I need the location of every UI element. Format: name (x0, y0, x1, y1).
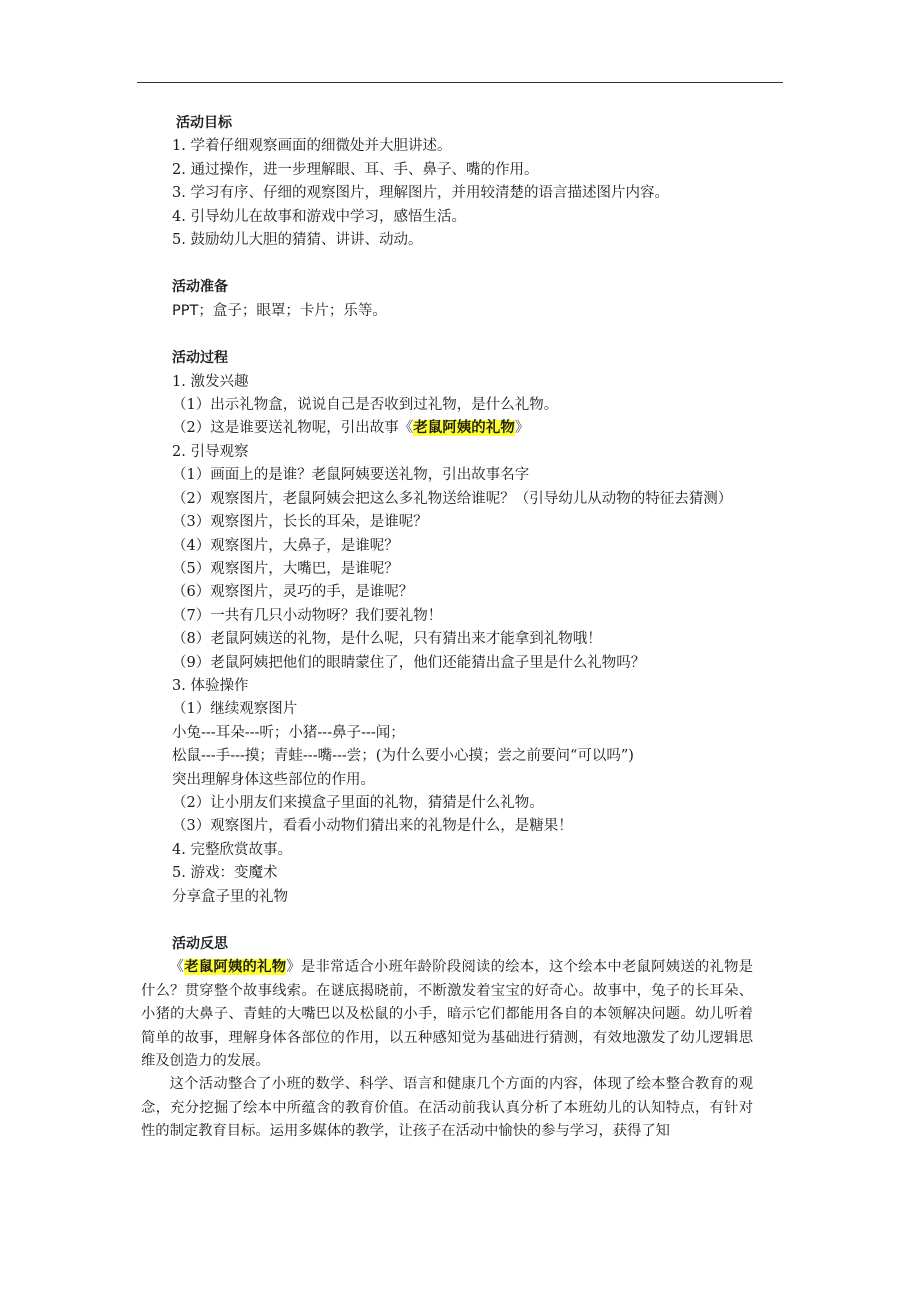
step-item: （2）让小朋友们来摸盒子里面的礼物，猜猜是什么礼物。 (172, 794, 544, 811)
step-item: （2）这是谁要送礼物呢，引出故事《老鼠阿姨的礼物》 (172, 420, 530, 437)
step-item: （9）老鼠阿姨把他们的眼睛蒙住了，他们还能猜出盒子里是什么礼物吗？ (172, 654, 646, 671)
step-title: 4. 完整欣赏故事。 (172, 841, 292, 858)
prep-text: PPT；盒子；眼罩；卡片；乐等。 (172, 302, 387, 319)
book-title-highlight: 老鼠阿姨的礼物 (184, 959, 287, 976)
reflection-heading: 活动反思 (172, 936, 228, 952)
step-item: 小兔---耳朵---听；小猪---鼻子---闻； (172, 724, 405, 741)
process-heading: 活动过程 (172, 350, 228, 367)
prep-heading: 活动准备 (172, 279, 228, 296)
step-item: （1）继续观察图片 (172, 701, 298, 718)
step-title: 3. 体验操作 (172, 677, 249, 694)
step-item: （7）一共有几只小动物呀？我们要礼物！ (172, 607, 443, 624)
step-item: （1）画面上的是谁？老鼠阿姨要送礼物，引出故事名字 (172, 467, 530, 484)
step-item: （4）观察图片，大鼻子，是谁呢？ (172, 537, 399, 554)
reflection-paragraph: 《老鼠阿姨的礼物》是非常适合小班年龄阶段阅读的绘本，这个绘本中老鼠阿姨送的礼物是什么？贯穿整个故事线索。在谜底揭晓前，不断激发着宝宝的好奇心。故事中，兔子的长耳朵、小猪的大鼻子、青蛙的大嘴巴以及松鼠的小手，暗示它们都能用各自的本领解决问题。幼儿听着简单的故事，理解身体各部位的作用，以五种感知觉为基础进行猜测，有效地激发了幼儿逻辑思维及创造力的发展。 (141, 959, 754, 1070)
goal-item: 2. 通过操作，进一步理解眼、耳、手、鼻子、嘴的作用。 (172, 161, 539, 178)
step-item: （6）观察图片，灵巧的手，是谁呢？ (172, 584, 414, 601)
goal-item: 5. 鼓励幼儿大胆的猜猜、讲讲、动动。 (172, 232, 423, 249)
goal-item: 1. 学着仔细观察画面的细微处并大胆讲述。 (172, 138, 452, 155)
reflection-paragraph: 这个活动整合了小班的数学、科学、语言和健康几个方面的内容，体现了绘本整合教育的观念，充分挖掘了绘本中所蕴含的教育价值。在活动前我认真分析了本班幼儿的认知特点，有针对性的制定教育目标。运用多媒体的教学，让孩子在活动中愉快的参与学习，获得了知 (141, 1076, 753, 1140)
step-item: 松鼠---手---摸；青蛙---嘴---尝；(为什么要小心摸；尝之前要问“可以吗”) (172, 748, 634, 765)
goal-item: 4. 引导幼儿在故事和游戏中学习，感悟生活。 (172, 208, 466, 225)
document-body (141, 112, 787, 1144)
step-title: 1. 激发兴趣 (172, 373, 249, 390)
step-item: 突出理解身体这些部位的作用。 (172, 771, 375, 788)
goal-item: 3. 学习有序、仔细的观察图片，理解图片，并用较清楚的语言描述图片内容。 (172, 185, 669, 202)
step-item: （5）观察图片，大嘴巴，是谁呢？ (172, 560, 399, 577)
goals-heading: 活动目标 (176, 115, 232, 131)
step-item: 分享盒子里的礼物 (172, 888, 288, 905)
step-item: （3）观察图片，长长的耳朵，是谁呢？ (172, 514, 428, 531)
step-item: （2）观察图片，老鼠阿姨会把这么多礼物送给谁呢？（引导幼儿从动物的特征去猜测） (172, 490, 733, 507)
step-item: （8）老鼠阿姨送的礼物，是什么呢，只有猜出来才能拿到礼物哦！ (172, 631, 602, 648)
step-item: （3）观察图片，看看小动物们猜出来的礼物是什么，是糖果！ (172, 818, 573, 835)
step-title: 2. 引导观察 (172, 443, 249, 460)
step-title: 5. 游戏：变魔术 (172, 865, 278, 882)
book-title-highlight: 老鼠阿姨的礼物 (413, 420, 515, 437)
step-item: （1）出示礼物盒，说说自己是否收到过礼物，是什么礼物。 (172, 397, 559, 414)
header-rule (137, 82, 783, 83)
